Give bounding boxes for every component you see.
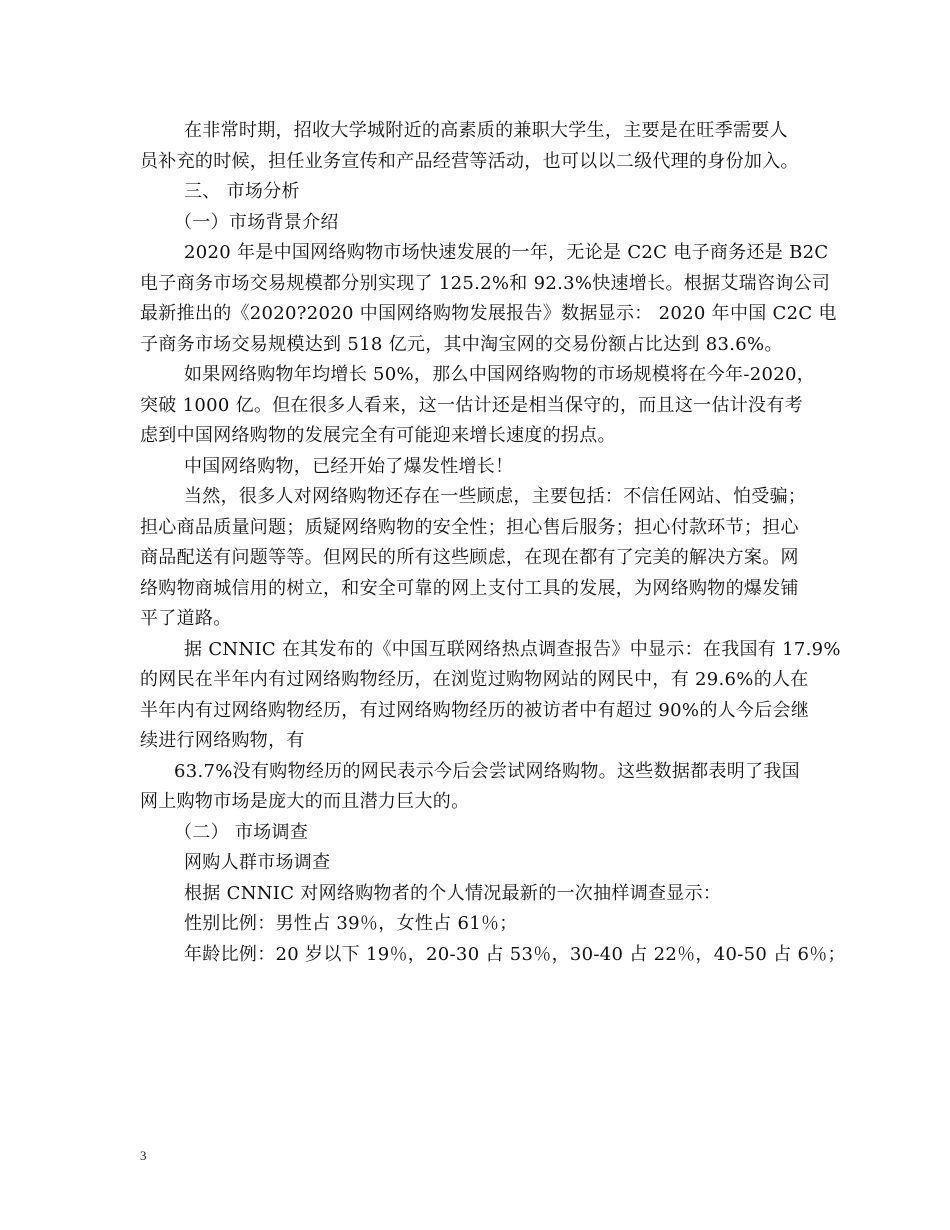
subsection-heading: （二） 市场调查 bbox=[174, 821, 309, 843]
text-line: 续进行网络购物，有 bbox=[140, 730, 305, 751]
text-line: 平了道路。 bbox=[140, 608, 232, 629]
text-line: 络购物商城信用的树立，和安全可靠的网上支付工具的发展，为网络购物的爆发铺 bbox=[140, 577, 799, 599]
text-line: 性别比例：男性占 39％，女性占 61％； bbox=[184, 913, 518, 934]
section-heading: 三、 市场分析 bbox=[184, 181, 300, 202]
subsection-heading: （一）市场背景介绍 bbox=[174, 211, 339, 233]
text-line: 中国网络购物，已经开始了爆发性增长！ bbox=[184, 455, 514, 477]
text-line: 担心商品质量问题；质疑网络购物的安全性；担心售后服务；担心付款环节；担心 bbox=[140, 516, 799, 538]
text-line: 根据 CNNIC 对网络购物者的个人情况最新的一次抽样调查显示： bbox=[184, 882, 722, 904]
text-line: 据 CNNIC 在其发布的《中国互联网络热点调查报告》中显示：在我国有 17.9% bbox=[184, 638, 841, 660]
text-line: 年龄比例：20 岁以下 19％，20-30 占 53％，30-40 占 22％，40-50 占 6％； bbox=[184, 943, 846, 965]
text-line: 2020 年是中国网络购物市场快速发展的一年，无论是 C2C 电子商务还是 B2C bbox=[184, 242, 829, 263]
text-line: 子商务市场交易规模达到 518 亿元，其中淘宝网的交易份额占比达到 83.6%。 bbox=[140, 333, 783, 355]
text-line: 商品配送有问题等等。但网民的所有这些顾虑，在现在都有了完美的解决方案。网 bbox=[140, 547, 799, 568]
page-number: 3 bbox=[140, 1148, 147, 1163]
text-line: 网上购物市场是庞大的而且潜力巨大的。 bbox=[140, 791, 470, 812]
text-line: 网购人群市场调查 bbox=[184, 852, 331, 873]
body-text bbox=[140, 116, 846, 970]
text-line: 当然，很多人对网络购物还存在一些顾虑，主要包括：不信任网站、怕受骗； bbox=[184, 486, 807, 507]
text-line: 在非常时期，招收大学城附近的高素质的兼职大学生，主要是在旺季需要人 bbox=[184, 120, 788, 141]
text-line: 半年内有过网络购物经历，有过网络购物经历的被访者中有超过 90%的人今后会继 bbox=[140, 699, 810, 721]
text-line: 突破 1000 亿。但在很多人看来，这一估计还是相当保守的，而且这一估计没有考 bbox=[140, 394, 803, 416]
text-line: 电子商务市场交易规模都分别实现了 125.2%和 92.3%快速增长。根据艾瑞咨询公司 bbox=[140, 272, 831, 294]
text-line: 的网民在半年内有过网络购物经历，在浏览过购物网站的网民中，有 29.6%的人在 bbox=[140, 669, 809, 690]
text-line: 如果网络购物年均增长 50%，那么中国网络购物的市场规模将在今年-2020， bbox=[184, 364, 816, 385]
text-line: 虑到中国网络购物的发展完全有可能迎来增长速度的拐点。 bbox=[140, 425, 616, 446]
text-line: 最新推出的《2020?2020 中国网络购物发展报告》数据显示： 2020 年中国 C2C 电 bbox=[140, 303, 837, 324]
text-line: 员补充的时候，担任业务宣传和产品经营等活动，也可以以二级代理的身份加入。 bbox=[140, 150, 799, 172]
text-line: 63.7%没有购物经历的网民表示今后会尝试网络购物。这些数据都表明了我国 bbox=[174, 760, 800, 782]
